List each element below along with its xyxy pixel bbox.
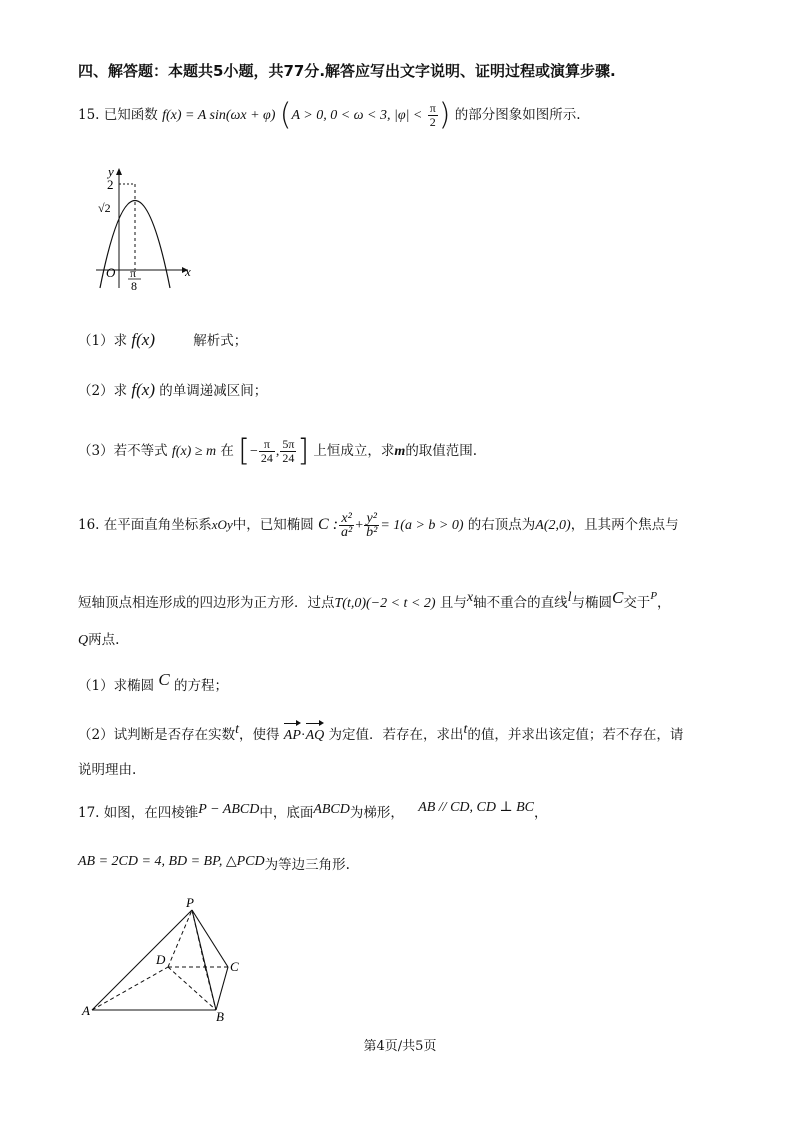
q16-line2 — [78, 586, 671, 614]
fig-label-D: D — [156, 952, 166, 967]
q16-frac-y: $\frac{\text{y²}}{\text{b²}}$ — [366, 511, 378, 540]
q15-part2 — [78, 380, 267, 401]
q15-part1-func: f(x) — [131, 330, 155, 349]
q15-part2-num: （2）求 — [78, 383, 128, 399]
q16-point-P: P — [650, 590, 658, 602]
q16-point-Q: Q — [78, 633, 89, 648]
graph-y-max-label: 2 — [107, 177, 114, 192]
graph-x-tick-num: π — [130, 266, 137, 280]
q16-part2-t: t — [235, 722, 239, 737]
q16-ellipse-name: C : — [318, 516, 339, 533]
q16-vector-AQ: AQ — [306, 722, 325, 746]
q16-part2-text: 为定值．若存在，求出 — [328, 727, 464, 743]
page-footer: 第4页/共5页 — [363, 1039, 437, 1054]
q15-condition-fraction: $\frac{\pi}{2}$ — [429, 101, 436, 129]
q15-part3-in: 在 — [220, 443, 234, 459]
q16-frac-x: $\frac{\text{x²}}{\text{a²}}$ — [341, 511, 353, 540]
q15-part3-left-endpoint: $\frac{\pi}{24}$ — [260, 437, 273, 465]
q16-part2-text: ，使得 — [238, 727, 280, 743]
q16-text: 与椭圆 — [571, 595, 612, 611]
q17-base: ABCD — [313, 802, 350, 817]
section-heading: 四、解答题：本题共5小题，共77分.解答应写出文字说明、证明过程或演算步骤. — [78, 62, 616, 80]
fig-label-C: C — [230, 959, 239, 974]
graph-y-label: y — [108, 164, 114, 179]
q17-condition2: AB = 2CD = 4, BD = BP, △PCD — [78, 854, 265, 869]
q16-text: 且与 — [439, 595, 467, 611]
q17-text: 中，底面 — [259, 805, 314, 821]
q16-text: ， — [657, 595, 671, 611]
q16-text: ，且其两个焦点与 — [570, 517, 679, 533]
q17-text: 为梯形， — [349, 805, 404, 821]
q17-text: 如图，在四棱锥 — [103, 805, 199, 821]
q15-part1 — [78, 330, 247, 351]
q16-part2 — [78, 720, 683, 746]
q17-line2 — [78, 852, 350, 875]
q17-number: 17. — [78, 805, 100, 821]
q16-text: 交于 — [623, 595, 651, 611]
q16-text: 轴不重合的直线 — [473, 595, 568, 611]
q16-point-T: T(t,0)(−2 < t < 2) — [334, 596, 436, 611]
q17-text: 为等边三角形. — [264, 857, 350, 873]
q15-part3: （3）若不等式 f(x) ≥ m 在 [− $\frac{\pi}{24}$ , $\frac{5\pi}{24}$ ] 上恒成立，求m的取值范围. — [78, 433, 478, 469]
graph-origin-label: O — [106, 265, 116, 280]
q15-part3-inequality: f(x) ≥ m — [171, 444, 217, 459]
q16-coordinate-system: xOy — [211, 517, 233, 532]
q15-part1-num: （1）求 — [78, 333, 128, 349]
q15-part1-tail: 解析式； — [193, 333, 248, 349]
q17-pyramid: P − ABCD — [198, 802, 260, 817]
fig-label-A: A — [82, 1003, 90, 1018]
q16-text: 两点. — [88, 632, 120, 648]
q15-part3-num: （3）若不等式 — [78, 443, 168, 459]
q16-vertex: A(2,0) — [535, 518, 571, 533]
q16-part1-num: （1）求椭圆 — [78, 678, 155, 694]
q15-stem — [78, 97, 581, 133]
q16-part2-text: 的值，并求出该定值；若不存在，请 — [467, 727, 684, 743]
q16-part2-cont — [78, 760, 136, 780]
fig-label-B: B — [216, 1009, 224, 1024]
q16-line3 — [78, 630, 119, 651]
q16-part2-text: （2）试判断是否存在实数 — [78, 727, 236, 743]
q15-paren-open: ( — [279, 97, 292, 133]
q16-text: 在平面直角坐标系 — [103, 517, 212, 533]
q15-intro: 已知函数 — [103, 107, 158, 123]
q16-part1-tail: 的方程； — [174, 678, 229, 694]
q16-number: 16. — [78, 517, 100, 533]
q16-equation-rhs: = 1(a > b > 0) — [380, 518, 464, 533]
graph-x-label: x — [185, 264, 191, 279]
q15-part2-func: f(x) — [131, 380, 155, 399]
q16-line-l: l — [567, 590, 572, 605]
q16-part1 — [78, 670, 228, 696]
q15-number: 15. — [78, 107, 100, 123]
q15-paren-close: ) — [438, 97, 451, 133]
q15-condition: A > 0, 0 < ω < 3, |φ| < — [291, 108, 423, 123]
fig-label-P: P — [186, 895, 194, 910]
q17-text: ， — [534, 805, 548, 821]
graph-x-tick-den: 8 — [131, 279, 137, 293]
q15-tail: 的部分图象如图所示. — [454, 107, 581, 123]
q16-part2-t2: t — [463, 722, 468, 737]
q15-part3-end: 的取值范围. — [405, 443, 478, 459]
q16-part2-text: 说明理由. — [78, 762, 137, 778]
q15-graph — [88, 160, 208, 295]
graph-y-mid-label: √2 — [98, 201, 111, 215]
q16-text: 中，已知椭圆 — [232, 517, 314, 533]
q16-text: 短轴顶点相连形成的四边形为正方形．过点 — [78, 595, 335, 611]
q16-ellipse-C: C — [611, 588, 624, 607]
q15-part2-tail: 的单调递减区间； — [159, 383, 268, 399]
q16-x-axis: x — [466, 590, 474, 605]
q16-text: 的右顶点为 — [467, 517, 536, 533]
q15-function: f(x) = A sin(ωx + φ) — [162, 108, 276, 123]
q15-part3-right-endpoint: $\frac{5\pi}{24}$ — [282, 437, 295, 465]
q16-vector-AP: AP — [284, 722, 301, 746]
q17-pyramid-figure — [80, 895, 260, 1025]
q15-part3-tail: 上恒成立，求 — [313, 443, 395, 459]
q17-line1 — [78, 798, 548, 823]
q16-line1: 16. 在平面直角坐标系xOy中，已知椭圆 C : $\frac{\text{x²}}{\text{a²}}$ + $\frac{\text{y²}}{\text{b²}}$ = 1(a > b > 0) 的右顶点为A(2,0)，且其两个焦点与 — [78, 511, 679, 540]
q16-part1-C: C — [158, 670, 170, 689]
q16-dot: · — [300, 728, 306, 743]
q17-condition1: AB // CD, CD ⊥ BC — [418, 800, 535, 815]
q15-part3-var: m — [394, 444, 406, 459]
